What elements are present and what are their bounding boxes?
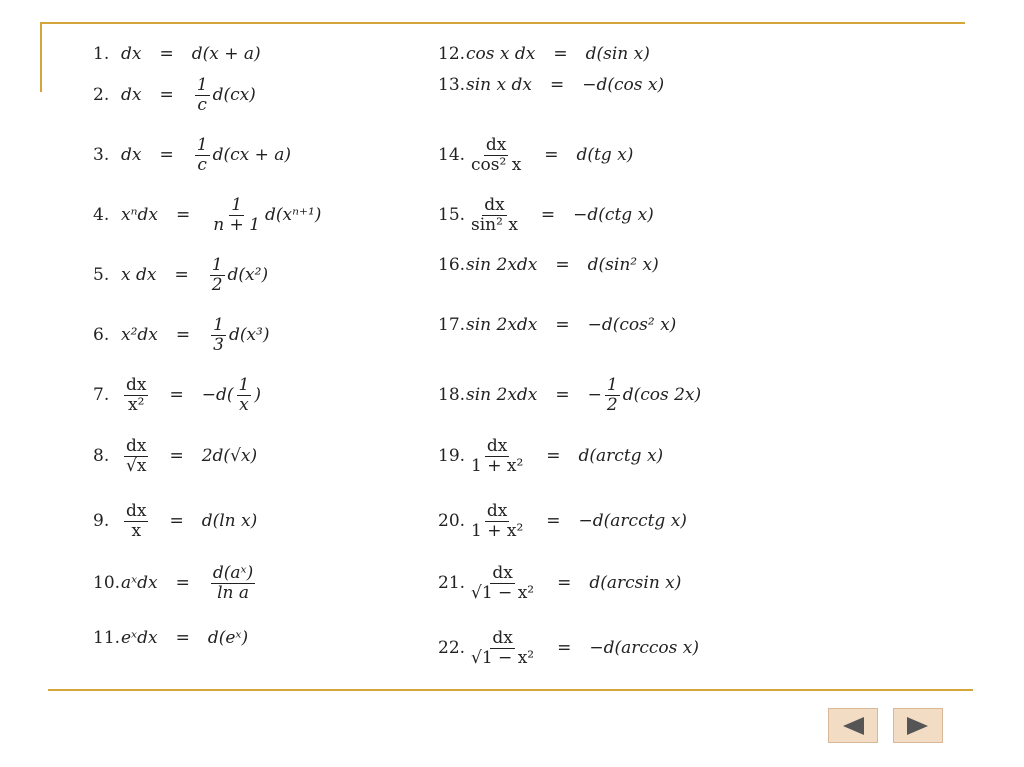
equals-sign: = xyxy=(546,445,561,466)
equals-sign: = xyxy=(169,445,184,466)
equals-sign: = xyxy=(175,204,191,225)
formula-number: 16. xyxy=(438,255,466,275)
lhs-fraction-denominator: √x xyxy=(126,455,147,476)
lhs-fraction xyxy=(469,437,525,475)
formula-lhs: eˣdx xyxy=(121,628,158,648)
rhs-fraction-numerator: 1 xyxy=(238,375,250,395)
equals-sign: = xyxy=(540,204,556,225)
lhs-fraction-denominator: sin² x xyxy=(471,214,518,235)
lhs-fraction-denominator: 1 + x² xyxy=(471,455,524,476)
formula-lhs: x²dx xyxy=(121,324,158,345)
formula-row xyxy=(93,629,248,648)
formula-number: 8. xyxy=(93,445,110,466)
formula-rhs xyxy=(202,376,261,414)
formula-number: 3. xyxy=(93,144,110,165)
prev-slide-button[interactable] xyxy=(828,708,878,743)
rhs-fraction-denominator: n + 1 xyxy=(213,214,261,235)
formula-lhs: dx xyxy=(121,84,142,105)
formula-number: 19. xyxy=(438,445,466,466)
rhs-fraction xyxy=(195,76,210,114)
equals-sign: = xyxy=(159,84,174,105)
rhs-fraction xyxy=(237,376,252,414)
formula-lhs: sin 2xdx xyxy=(466,315,538,335)
left-frame-line xyxy=(40,22,42,92)
formula-row xyxy=(93,196,321,234)
equals-sign: = xyxy=(555,315,570,335)
formula-row xyxy=(93,316,270,354)
rhs-text: −d(arcctg x) xyxy=(578,510,687,531)
formula-row xyxy=(93,136,291,174)
rhs-fraction-numerator: d(aˣ) xyxy=(212,563,254,583)
rhs-text: d(eˣ) xyxy=(207,628,249,648)
formula-row xyxy=(438,564,681,602)
next-slide-button[interactable] xyxy=(893,708,943,743)
formula-lhs xyxy=(466,502,528,540)
rhs-text: 2d(√x) xyxy=(201,445,258,466)
formula-lhs xyxy=(121,502,151,540)
lhs-fraction-denominator: √1 − x² xyxy=(471,647,535,668)
formula-lhs: dx xyxy=(121,44,142,64)
lhs-fraction-numerator: dx xyxy=(486,436,508,456)
formula-rhs xyxy=(589,574,681,593)
bottom-frame-line xyxy=(48,689,973,691)
lhs-fraction xyxy=(469,564,536,602)
rhs-text: d(cx + a) xyxy=(212,144,292,165)
formula-rhs xyxy=(588,316,677,335)
top-frame-line xyxy=(40,22,965,24)
formula-rhs xyxy=(207,256,268,294)
rhs-text: d(arctg x) xyxy=(578,445,664,466)
rhs-fraction-numerator: 1 xyxy=(213,315,224,335)
rhs-fraction-numerator: 1 xyxy=(196,135,208,155)
formula-rhs xyxy=(202,447,257,466)
rhs-text: d(x³) xyxy=(228,324,270,345)
formula-number: 14. xyxy=(438,144,466,165)
formula-lhs xyxy=(466,196,523,234)
formula-lhs: aˣdx xyxy=(121,572,158,593)
formula-rhs xyxy=(582,76,664,95)
formula-number: 18. xyxy=(438,384,466,405)
rhs-fraction-denominator: 2 xyxy=(606,394,618,415)
formula-lhs xyxy=(466,564,539,602)
rhs-text: d(arcsin x) xyxy=(589,572,682,593)
rhs-fraction-denominator: c xyxy=(197,94,207,115)
formula-row xyxy=(93,564,258,602)
equals-sign: = xyxy=(557,572,572,593)
rhs-fraction xyxy=(195,136,210,174)
rhs-text: −d(cos x) xyxy=(582,75,665,95)
formula-lhs: dx xyxy=(121,144,142,165)
formula-rhs xyxy=(192,45,261,64)
formula-number: 12. xyxy=(438,44,466,64)
formula-number: 15. xyxy=(438,204,466,225)
lhs-fraction-denominator: cos² x xyxy=(471,154,522,175)
formula-number: 17. xyxy=(438,315,466,335)
equals-sign: = xyxy=(159,44,174,64)
rhs-text: d(xⁿ⁺¹) xyxy=(265,204,322,225)
lhs-fraction-numerator: dx xyxy=(484,195,505,215)
formula-number: 2. xyxy=(93,84,110,105)
formula-row xyxy=(438,196,654,234)
formula-lhs xyxy=(466,437,528,475)
equals-sign: = xyxy=(175,324,191,345)
formula-rhs xyxy=(192,136,291,174)
formula-row xyxy=(438,45,650,64)
formula-lhs xyxy=(466,136,526,174)
lhs-fraction-denominator: x xyxy=(131,520,142,541)
rhs-text: −d(ctg x) xyxy=(573,204,654,225)
lhs-fraction-denominator: 1 + x² xyxy=(471,520,524,541)
formula-rhs xyxy=(208,564,258,602)
equals-sign: = xyxy=(549,75,565,95)
formula-lhs xyxy=(121,437,151,475)
equals-sign: = xyxy=(169,384,184,405)
rhs-fraction-denominator: 2 xyxy=(211,274,223,295)
rhs-fraction xyxy=(210,256,225,294)
lhs-fraction-numerator: dx xyxy=(486,501,508,521)
formula-number: 22. xyxy=(438,637,466,658)
formula-row xyxy=(93,502,257,540)
rhs-text: d(x + a) xyxy=(191,44,261,64)
formula-rhs xyxy=(579,447,664,466)
rhs-text: −d(cos² x) xyxy=(587,315,677,335)
formula-lhs xyxy=(466,629,539,667)
lhs-fraction xyxy=(124,437,148,475)
formula-lhs: sin x dx xyxy=(466,75,532,95)
lhs-fraction xyxy=(469,196,520,234)
rhs-fraction-denominator: x xyxy=(239,394,249,415)
lhs-fraction-denominator: √1 − x² xyxy=(471,582,535,603)
rhs-fraction xyxy=(211,564,255,602)
formula-number: 4. xyxy=(93,204,110,225)
formula-rhs xyxy=(586,45,650,64)
formula-row xyxy=(93,376,261,414)
equals-sign: = xyxy=(555,384,570,405)
formula-number: 21. xyxy=(438,572,466,593)
formula-number: 20. xyxy=(438,510,466,531)
equals-sign: = xyxy=(546,510,561,531)
rhs-fraction-denominator: c xyxy=(197,154,207,175)
formula-rhs xyxy=(573,206,654,225)
formula-number: 7. xyxy=(93,384,110,405)
formula-row xyxy=(93,437,257,475)
rhs-fraction-numerator: 1 xyxy=(211,255,223,275)
rhs-text: −d(arccos x) xyxy=(589,637,700,658)
triangle-right-icon xyxy=(905,715,931,737)
formula-row xyxy=(438,629,699,667)
rhs-fraction-denominator: ln a xyxy=(217,582,250,603)
equals-sign: = xyxy=(175,572,190,593)
formula-rhs xyxy=(192,76,256,114)
lhs-fraction-numerator: dx xyxy=(492,563,513,583)
rhs-text: d(sin² x) xyxy=(587,255,659,275)
lhs-fraction-numerator: dx xyxy=(485,135,507,155)
formula-row xyxy=(438,437,663,475)
formula-row xyxy=(438,76,664,95)
formula-rhs xyxy=(202,512,258,531)
lhs-fraction xyxy=(124,502,148,540)
formula-number: 1. xyxy=(93,44,110,64)
formula-rhs xyxy=(588,376,702,414)
rhs-prefix: −d( xyxy=(201,384,234,405)
lhs-fraction-numerator: dx xyxy=(126,375,147,395)
formula-rhs xyxy=(208,316,269,354)
rhs-text: d(cx) xyxy=(212,84,256,105)
equals-sign: = xyxy=(159,144,174,165)
formula-row xyxy=(93,256,268,294)
formula-row xyxy=(93,45,261,64)
formula-lhs: xⁿdx xyxy=(121,204,158,225)
lhs-fraction-numerator: dx xyxy=(126,501,147,521)
formula-row xyxy=(438,256,659,275)
equals-sign: = xyxy=(169,510,184,531)
rhs-fraction-numerator: 1 xyxy=(196,75,208,95)
rhs-fraction xyxy=(605,376,620,414)
formula-row xyxy=(438,136,633,174)
rhs-text: d(x²) xyxy=(227,264,269,285)
rhs-prefix: − xyxy=(587,384,602,405)
lhs-fraction-numerator: dx xyxy=(126,436,147,456)
rhs-fraction-denominator: 3 xyxy=(213,334,224,355)
formula-rhs xyxy=(588,256,659,275)
lhs-fraction xyxy=(469,629,536,667)
lhs-fraction xyxy=(469,502,525,540)
formula-lhs: x dx xyxy=(121,264,157,285)
equals-sign: = xyxy=(553,44,568,64)
rhs-fraction xyxy=(211,196,262,234)
formula-row xyxy=(438,316,676,335)
formula-number: 6. xyxy=(93,324,110,345)
rhs-text: d(sin x) xyxy=(585,44,650,64)
equals-sign: = xyxy=(555,255,570,275)
formula-rhs xyxy=(208,196,321,234)
formula-number: 9. xyxy=(93,510,110,531)
rhs-fraction-numerator: 1 xyxy=(606,375,618,395)
rhs-text: d(cos 2x) xyxy=(622,384,702,405)
equals-sign: = xyxy=(175,628,190,648)
formula-lhs: cos x dx xyxy=(466,44,536,64)
formula-number: 13. xyxy=(438,75,466,95)
formula-row xyxy=(93,76,256,114)
triangle-left-icon xyxy=(840,715,866,737)
formula-number: 11. xyxy=(93,628,121,648)
formula-number: 10. xyxy=(93,572,121,593)
equals-sign: = xyxy=(174,264,189,285)
lhs-fraction xyxy=(124,376,148,414)
equals-sign: = xyxy=(544,144,559,165)
lhs-fraction xyxy=(469,136,523,174)
rhs-text: d(tg x) xyxy=(576,144,634,165)
formula-rhs xyxy=(577,146,634,165)
lhs-fraction-denominator: x² xyxy=(128,394,145,415)
formula-lhs: sin 2xdx xyxy=(466,384,538,405)
rhs-text: d(ln x) xyxy=(201,510,258,531)
lhs-fraction-numerator: dx xyxy=(492,628,513,648)
equals-sign: = xyxy=(557,637,572,658)
formula-lhs xyxy=(121,376,151,414)
rhs-fraction-numerator: 1 xyxy=(231,195,243,215)
formula-row xyxy=(438,502,687,540)
formula-rhs xyxy=(208,629,248,648)
formula-number: 5. xyxy=(93,264,110,285)
formula-rhs xyxy=(579,512,687,531)
formula-rhs xyxy=(589,639,699,658)
rhs-fraction xyxy=(211,316,226,354)
rhs-text: ) xyxy=(254,384,261,405)
formula-lhs: sin 2xdx xyxy=(466,255,538,275)
formula-row xyxy=(438,376,701,414)
